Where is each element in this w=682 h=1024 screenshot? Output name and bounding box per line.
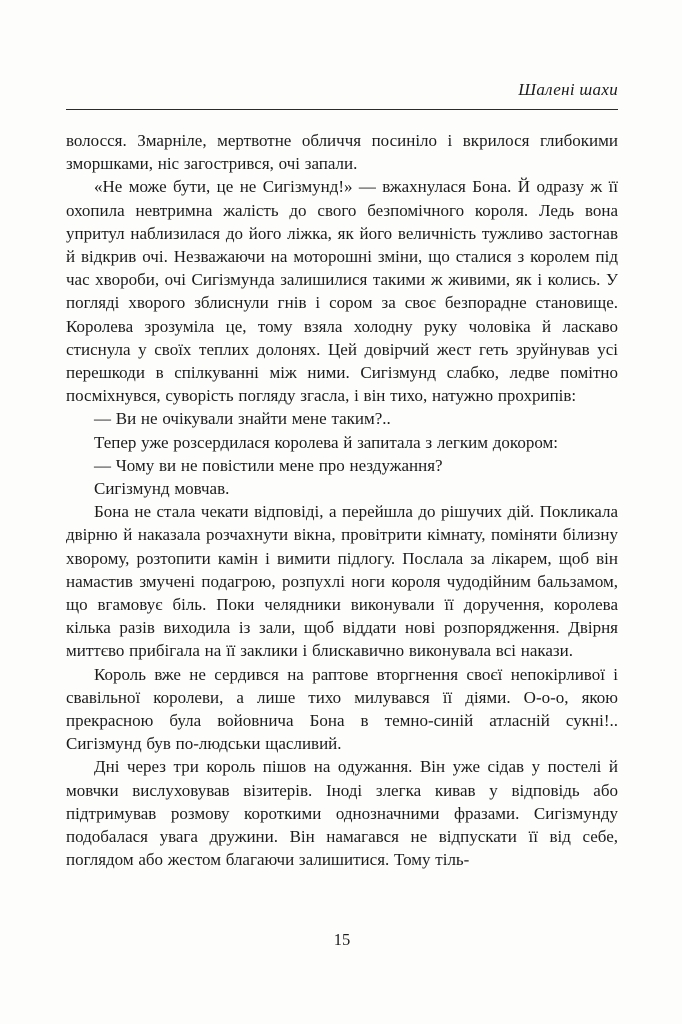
paragraph: — Ви не очікували знайти мене таким?.. xyxy=(94,409,391,429)
paragraph: Сигізмунд мовчав. xyxy=(94,479,230,499)
paragraph: — Чому ви не повістили мене про нездужання? xyxy=(94,455,443,475)
running-header: Шалені шахи xyxy=(66,80,618,110)
page-footer xyxy=(66,930,618,950)
page-number: 15 xyxy=(333,930,351,949)
paragraph: Бона не стала чекати відповіді, а перейшла до рішучих дій. Покликала двірню й наказала розчахнути вікна, провітрити кімнату, поміняти білизну хворому, розтопити камін і вимити підлогу. Послала за лікарем, щоб він намастив змучені подагрою, розпухлі ноги короля чудодійним бальзамом, що вгамовує біль. Поки челядники виконували її доручення, королева кілька разів виходила із зали, щоб віддати нові розпорядження. Двірня миттєво прибігала на її заклики і блискавично виконувала всі накази. xyxy=(66,502,618,661)
paragraph: Дні через три король пішов на одужання. Він уже сідав у постелі й мовчки вислуховував візитерів. Іноді злегка кивав у відповідь або підтримував розмову короткими однозначними фразами. Сигізмунду подобалася увага дружини. Він намагався не відпускати її від себе, поглядом або жестом благаючи залишитися. Тому тіль- xyxy=(66,757,618,870)
paragraph: Король вже не сердився на раптове вторгнення своєї непокірливої і свавільної королеви, а лише тихо милувався її діями. О-о-о, якою прекрасною була войовнича Бона в темно-синій атласній сукні!.. Сигізмунд був по-людськи щасливий. xyxy=(66,664,618,754)
paragraph: волосся. Змарніле, мертвотне обличчя посиніло і вкрилося глибокими зморшками, ніс загострився, очі запали. xyxy=(66,131,618,174)
paragraph: Тепер уже розсердилася королева й запитала з легким докором: xyxy=(94,432,558,452)
page-body xyxy=(66,129,618,872)
paragraph: «Не може бути, це не Сигізмунд!» — вжахнулася Бона. Й одразу ж її охопила невтримна жалість до свого безпомічного короля. Ледь вона упритул наблизилася до його ліжка, як його величність тужливо застогнав й відкрив очі. Незважаючи на моторошні зміни, що сталися з королем під час хвороби, очі Сигізмунда залишилися такими ж живими, як і колись. У погляді хворого зблиснули гнів і сором за своє безпорадне становище. Королева зрозуміла це, тому взяла холодну руку чоловіка й ласкаво стиснула у своїх теплих долонях. Цей довірчий жест геть зруйнував усі перешкоди в спілкуванні між ними. Сигізмунд слабко, ледве помітно посміхнувся, суворість погляду згасла, і він тихо, натужно прохрипів: xyxy=(66,177,618,406)
